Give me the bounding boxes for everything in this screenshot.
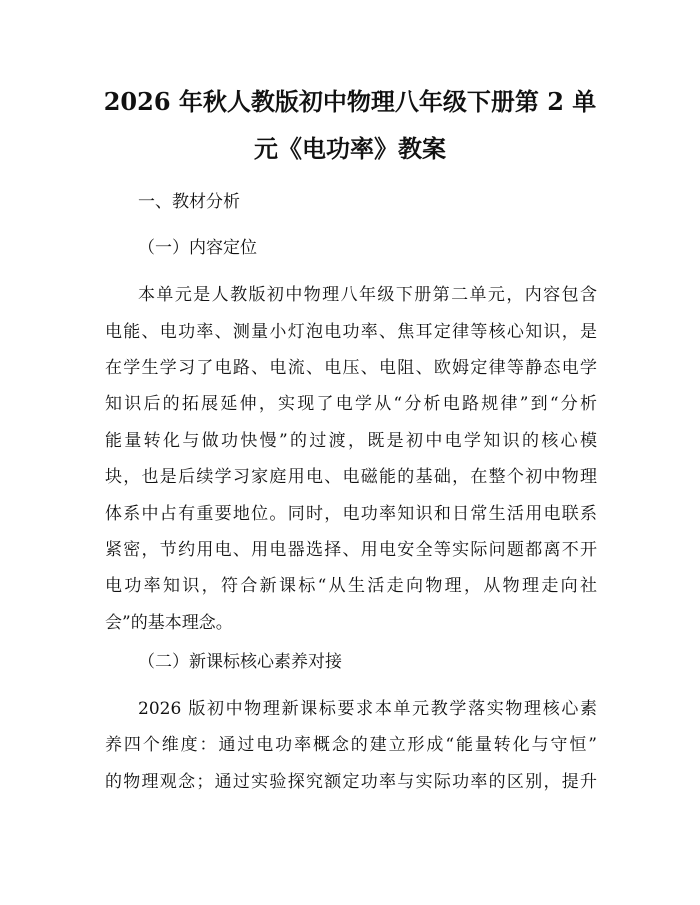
paragraph-1-line: 知识后的拓展延伸，实现了电学从“分析电路规律”到“分析 <box>105 394 597 414</box>
document-title-line-1: 2026 年秋人教版初中物理八年级下册第 2 单 <box>103 87 597 116</box>
paragraph-1-line: 电能、电功率、测量小灯泡电功率、焦耳定律等核心知识，是 <box>105 322 597 342</box>
paragraph-1-line: 在学生学习了电路、电流、电压、电阻、欧姆定律等静态电学 <box>105 358 597 378</box>
section-heading-textbook-analysis: 一、教材分析 <box>138 192 240 212</box>
paragraph-1-line: 电功率知识，符合新课标“从生活走向物理，从物理走向社 <box>105 576 597 596</box>
paragraph-1-line: 本单元是人教版初中物理八年级下册第二单元，内容包含 <box>138 285 597 305</box>
paragraph-2-line: 养四个维度：通过电功率概念的建立形成“能量转化与守恒” <box>105 735 597 755</box>
paragraph-1-line: 块，也是后续学习家庭用电、电磁能的基础，在整个初中物理 <box>105 467 597 487</box>
paragraph-2-line: 的物理观念；通过实验探究额定功率与实际功率的区别，提升 <box>105 772 597 792</box>
paragraph-1-line: 体系中占有重要地位。同时，电功率知识和日常生活用电联系 <box>105 504 597 524</box>
paragraph-2-line: 2026 版初中物理新课标要求本单元教学落实物理核心素 <box>138 699 597 719</box>
paragraph-1-line: 会”的基本理念。 <box>105 613 233 633</box>
paragraph-1-line: 紧密，节约用电、用电器选择、用电安全等实际问题都离不开 <box>105 540 597 560</box>
subsection-heading-content-positioning: （一）内容定位 <box>138 238 257 258</box>
subsection-heading-core-competencies: （二）新课标核心素养对接 <box>138 652 342 672</box>
paragraph-1-line: 能量转化与做功快慢”的过渡，既是初中电学知识的核心模 <box>105 431 597 451</box>
document-title-line-2: 元《电功率》教案 <box>254 134 446 163</box>
